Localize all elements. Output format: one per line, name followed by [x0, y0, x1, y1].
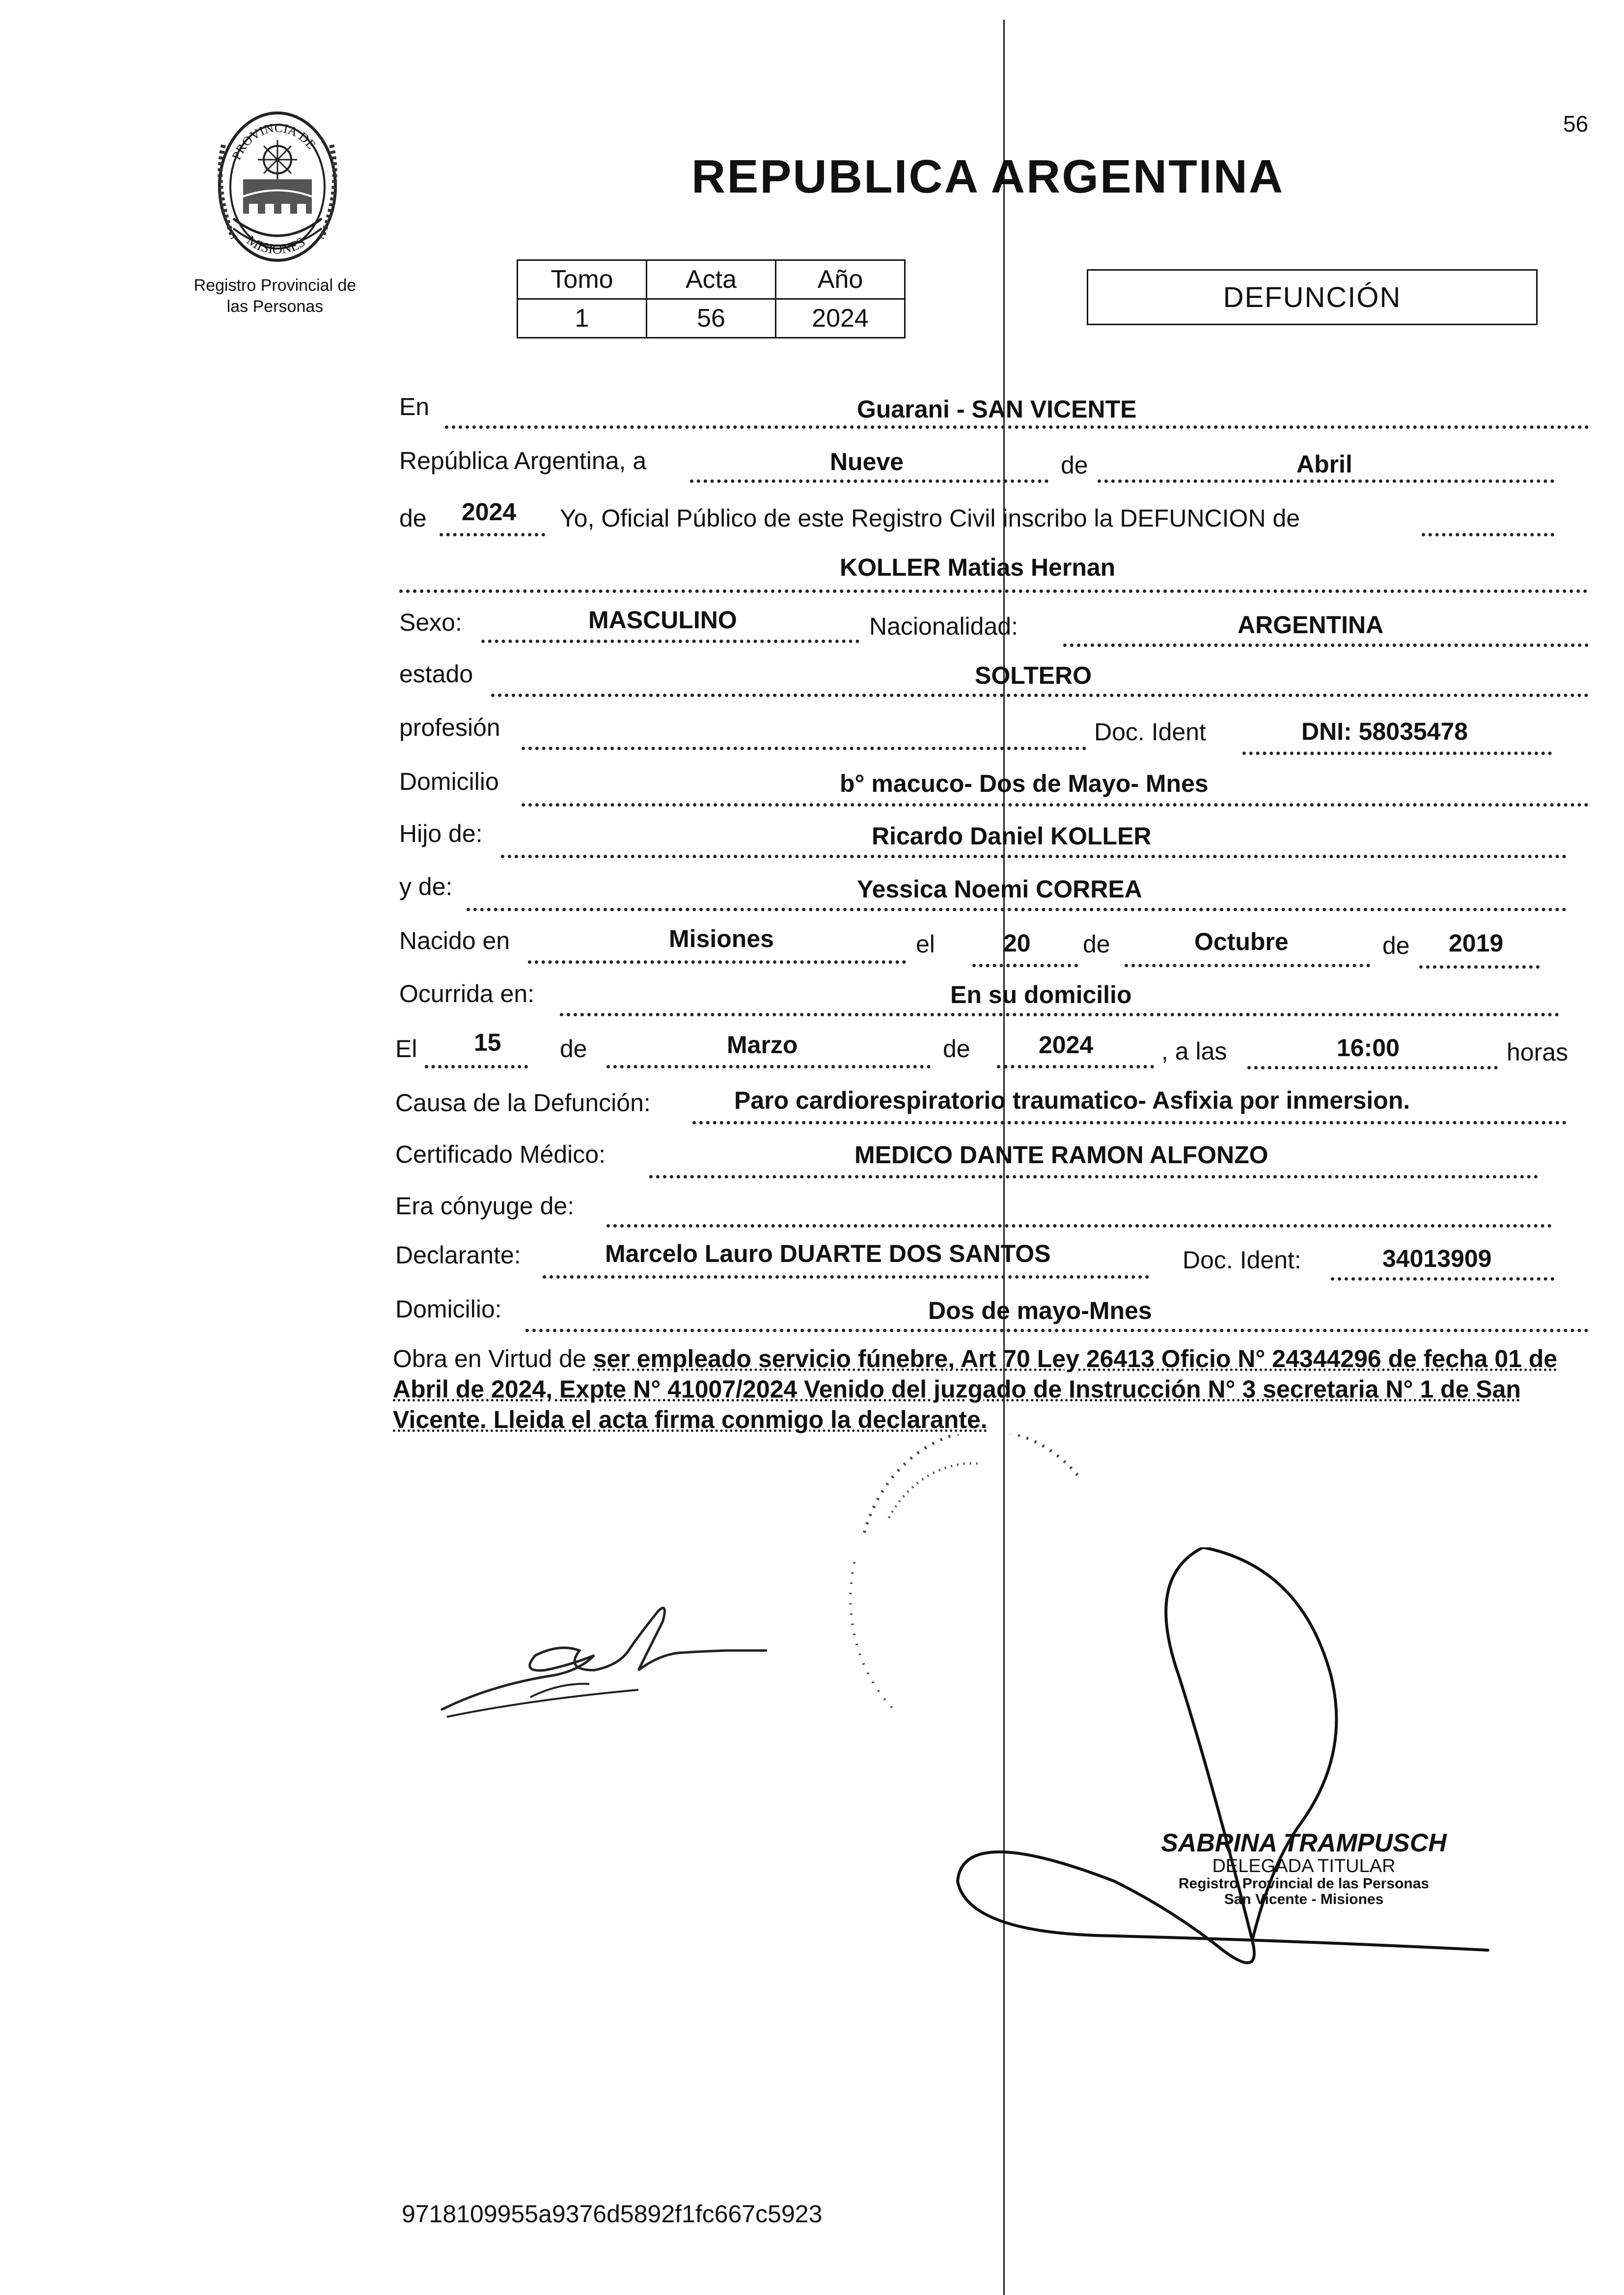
birth-day: 20 — [1003, 929, 1031, 957]
sexo-dotted-line — [481, 640, 859, 643]
death-year: 2024 — [1039, 1031, 1094, 1059]
record-value-acta: 56 — [647, 299, 776, 338]
sexo-value: MASCULINO — [588, 606, 737, 634]
record-table — [517, 259, 906, 338]
coat-of-arms-seal — [204, 106, 351, 268]
obra-label: Obra en Virtud de — [393, 1345, 586, 1372]
document-type: DEFUNCIÓN — [1223, 281, 1402, 313]
registration-year: 2024 — [462, 498, 517, 526]
horas-label: horas — [1507, 1038, 1569, 1066]
declarant-signature — [432, 1596, 776, 1724]
record-table-value-row — [518, 299, 905, 338]
death-month-dotted-line — [606, 1065, 931, 1068]
domicilio-dotted-line — [522, 803, 1589, 807]
nacido-label: Nacido en — [399, 927, 510, 954]
birth-year-dotted-line — [1419, 965, 1540, 969]
yo-dotted-line — [1422, 533, 1554, 536]
yde-dotted-line — [467, 908, 1567, 911]
death-time: 16:00 — [1337, 1034, 1400, 1062]
doc-ident-dotted-line — [1242, 752, 1552, 755]
officer-stamp-name: SABRINA TRAMPUSCH — [1161, 1829, 1447, 1857]
causa-label: Causa de la Defunción: — [395, 1089, 651, 1117]
yo-text: Yo, Oficial Público de este Registro Civil inscribo la DEFUNCION de — [560, 504, 1300, 532]
registration-month: Abril — [1296, 450, 1352, 478]
sexo-label: Sexo: — [399, 609, 462, 636]
registry-caption-line2: las Personas — [226, 297, 324, 316]
de-label-1: de — [1061, 451, 1088, 479]
birth-month-dotted-line — [1125, 964, 1370, 967]
record-header-acta: Acta — [647, 260, 776, 299]
year-dotted-line — [440, 533, 545, 536]
document-title: REPUBLICA ARGENTINA — [691, 150, 1285, 203]
nacido-dotted-line — [528, 960, 906, 964]
death-year-dotted-line — [997, 1065, 1154, 1068]
declarante-value: Marcelo Lauro DUARTE DOS SANTOS — [605, 1240, 1051, 1267]
obra-value: ser empleado servicio fúnebre, Art 70 Ley 26413 Oficio N° 24344296 de fecha 01 de Abril de 2024, Expte N° 41007/2024 Venido del juzgado de Instrucción N° 3 secretaria N° 1 de San Vicente. Lleida el acta firma conmigo la declarante. — [393, 1345, 1558, 1433]
death-month: Marzo — [727, 1031, 798, 1059]
record-header-tomo: Tomo — [518, 260, 647, 299]
estado-label: estado — [399, 660, 473, 688]
de-label-4: de — [1382, 932, 1410, 959]
obra-paragraph — [393, 1343, 1586, 1435]
registry-caption — [162, 275, 388, 317]
name-dotted-line — [399, 589, 1588, 593]
certificado-label: Certificado Médico: — [395, 1141, 606, 1168]
domicilio2-value: Dos de mayo-Mnes — [928, 1297, 1152, 1324]
domicilio-label: Domicilio — [399, 768, 499, 795]
certificado-dotted-line — [649, 1175, 1538, 1178]
officer-stamp-role: DELEGADA TITULAR — [1212, 1855, 1396, 1876]
record-header-ano: Año — [776, 260, 905, 299]
ocurrida-label: Ocurrida en: — [399, 980, 535, 1008]
alas-label: , a las — [1161, 1037, 1227, 1065]
death-day: 15 — [474, 1029, 501, 1056]
yde-value: Yessica Noemi CORREA — [857, 875, 1142, 903]
declarante-label: Declarante: — [395, 1241, 521, 1269]
birth-year: 2019 — [1449, 929, 1504, 957]
conyuge-dotted-line — [606, 1224, 1552, 1228]
nacionalidad-label: Nacionalidad: — [869, 613, 1018, 640]
nacionalidad-dotted-line — [1063, 644, 1589, 647]
de-label-5: de — [560, 1035, 587, 1063]
doc-ident-value: DNI: 58035478 — [1301, 718, 1468, 745]
ocurrida-dotted-line — [560, 1013, 1559, 1016]
domicilio2-label: Domicilio: — [395, 1295, 502, 1323]
seal-bottom-text: MISIONES — [244, 232, 308, 257]
conyuge-label: Era cónyuge de: — [395, 1192, 575, 1220]
officer-stamp-org: Registro Provincial de las Personas — [1178, 1875, 1430, 1892]
doc-ident2-label: Doc. Ident: — [1183, 1246, 1301, 1274]
birth-month: Octubre — [1194, 928, 1289, 955]
profesion-dotted-line — [522, 747, 1086, 750]
profesion-label: profesión — [399, 714, 500, 741]
nacido-value: Misiones — [669, 925, 774, 952]
hijo-label: Hijo de: — [399, 820, 483, 847]
record-value-ano: 2024 — [776, 299, 905, 338]
death-day-dotted-line — [425, 1065, 528, 1068]
record-value-tomo: 1 — [518, 299, 647, 338]
place-value: Guarani - SAN VICENTE — [857, 395, 1137, 423]
birth-day-dotted-line — [972, 964, 1078, 967]
estado-dotted-line — [491, 694, 1589, 697]
document-hash: 9718109955a9376d5892f1fc667c5923 — [402, 2200, 823, 2228]
domicilio2-dotted-line — [525, 1329, 1589, 1332]
officer-signature — [948, 1547, 1498, 2029]
seal-top-text: PROVINCIA DE — [229, 120, 319, 162]
officer-stamp-place: San Vicente - Misiones — [1224, 1891, 1384, 1907]
death-time-dotted-line — [1247, 1066, 1498, 1069]
officer-stamp — [1147, 1830, 1461, 1907]
doc-ident2-dotted-line — [1331, 1277, 1554, 1281]
ocurrida-value: En su domicilio — [950, 981, 1132, 1008]
estado-value: SOLTERO — [975, 662, 1092, 689]
hijo-value: Ricardo Daniel KOLLER — [872, 822, 1152, 850]
declarante-dotted-line — [543, 1275, 1149, 1279]
en-label: En — [399, 393, 430, 420]
el-label: el — [916, 930, 935, 958]
registry-caption-line1: Registro Provincial de — [193, 276, 357, 295]
de-label-2: de — [399, 504, 427, 532]
registration-day: Nueve — [830, 448, 904, 476]
yde-label: y de: — [399, 873, 453, 900]
page-number: 56 — [1563, 111, 1589, 137]
republica-label: República Argentina, a — [399, 447, 647, 475]
month-dotted-line — [1098, 479, 1554, 483]
domicilio-value: b° macuco- Dos de Mayo- Mnes — [840, 770, 1209, 797]
doc-ident-label: Doc. Ident — [1094, 718, 1206, 746]
el-label-2: El — [395, 1035, 417, 1063]
de-label-6: de — [943, 1035, 970, 1063]
certificado-value: MEDICO DANTE RAMON ALFONZO — [854, 1141, 1268, 1169]
deceased-name: KOLLER Matias Hernan — [840, 554, 1116, 581]
record-table-header-row — [518, 260, 905, 299]
doc-ident2-value: 34013909 — [1382, 1245, 1492, 1272]
day-dotted-line — [690, 479, 1048, 483]
document-type-box — [1087, 269, 1538, 325]
causa-dotted-line — [692, 1121, 1567, 1124]
hijo-dotted-line — [501, 855, 1567, 858]
en-dotted-line — [445, 425, 1589, 429]
nacionalidad-value: ARGENTINA — [1238, 611, 1384, 639]
de-label-3: de — [1083, 930, 1110, 958]
causa-value: Paro cardiorespiratorio traumatico- Asfixia por inmersion. — [734, 1087, 1410, 1114]
